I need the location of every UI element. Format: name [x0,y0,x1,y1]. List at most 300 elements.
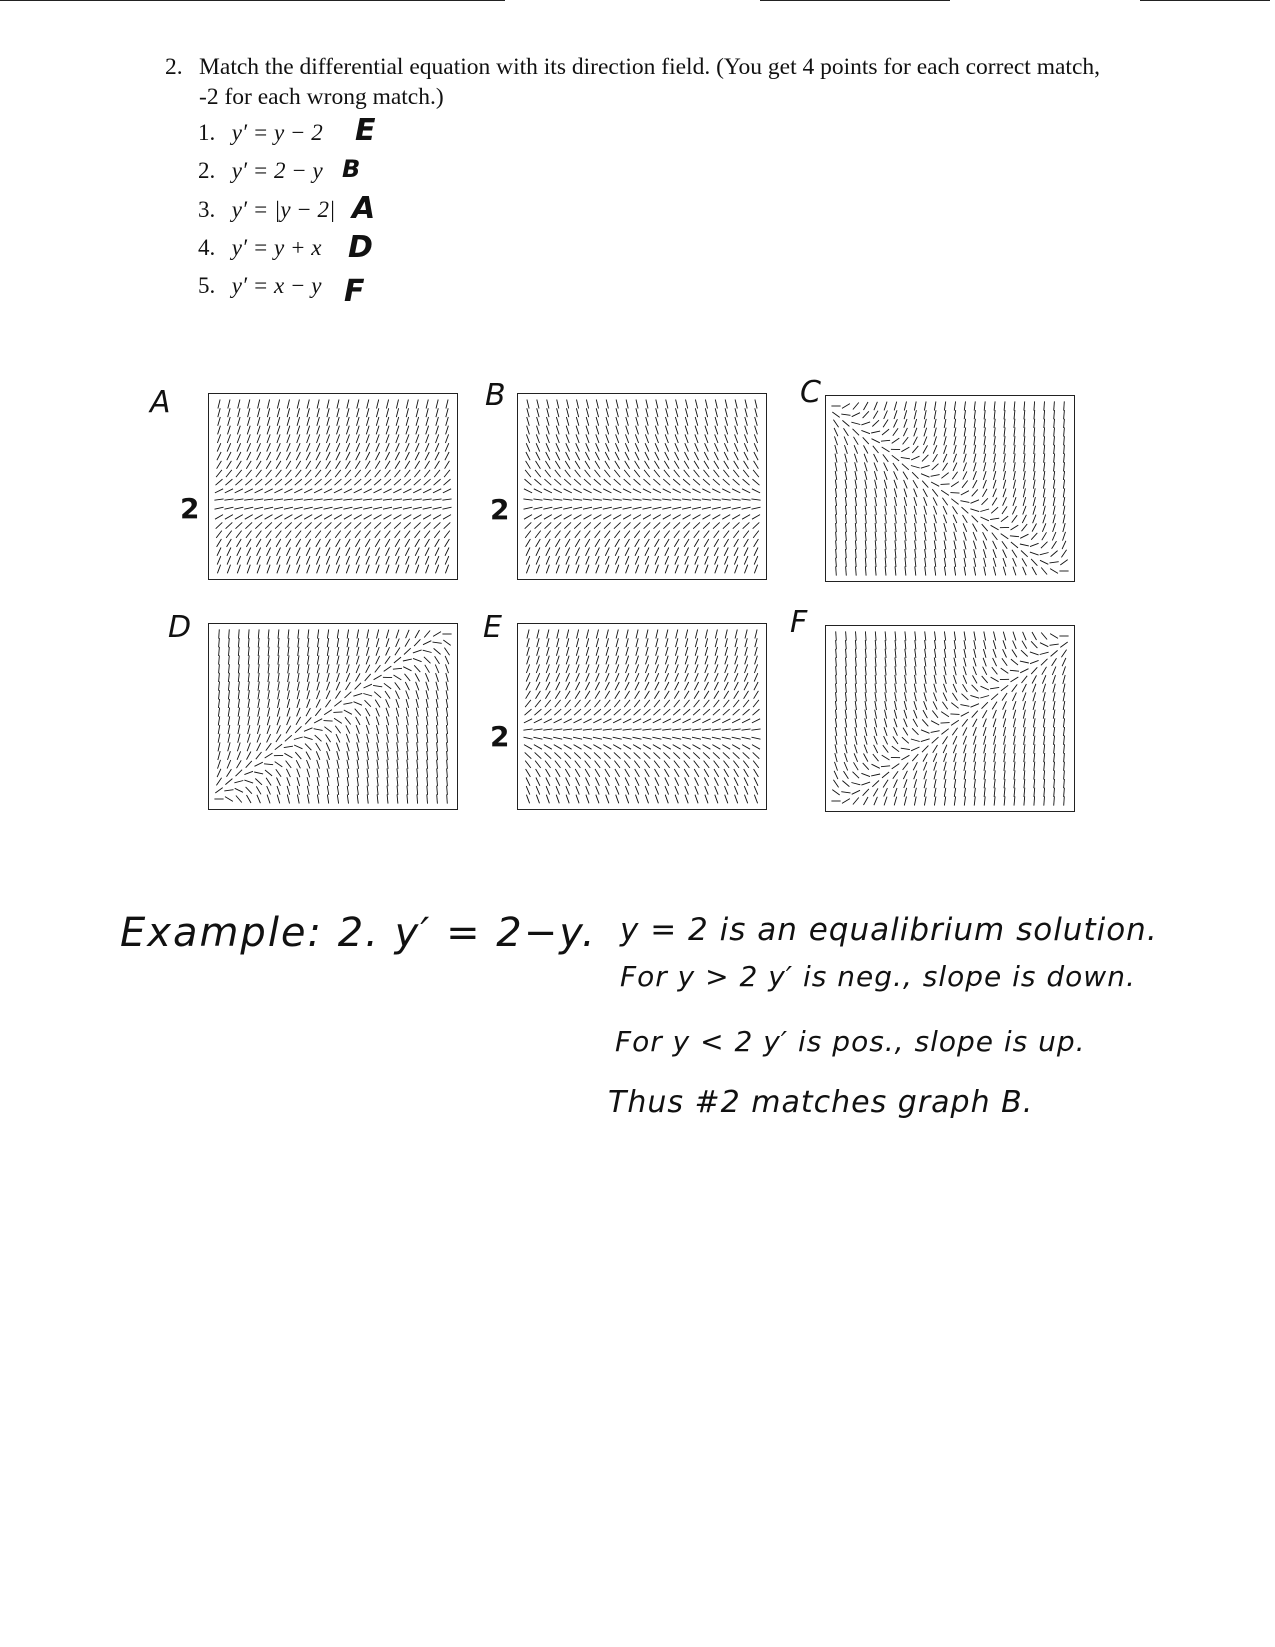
slope-segment [704,452,708,460]
slope-segment [941,484,950,485]
slope-segment [1054,779,1055,788]
equation-number: 1. [198,120,216,145]
slope-segment [565,461,570,469]
slope-segment [524,719,532,723]
slope-segment [624,470,630,477]
slope-segment [962,694,969,700]
slope-segment [545,531,551,538]
slope-segment [905,532,906,541]
slope-segment [732,729,741,730]
slope-segment [219,656,220,665]
slope-segment [1054,788,1055,797]
slope-segment [902,737,909,743]
slope-segment [882,755,890,760]
answer-2: B [342,155,361,183]
slope-segment [1020,544,1029,546]
slope-segment [347,647,349,656]
slope-segment [218,417,221,426]
slope-segment [219,690,220,699]
slope-segment [646,408,648,417]
slope-segment [356,434,359,443]
slope-segment [265,770,272,776]
slope-segment [723,709,730,715]
slope-segment [376,708,380,717]
slope-segment [574,745,582,750]
slope-segment [1022,524,1028,531]
slope-segment [1010,670,1019,671]
slope-segment [225,779,232,785]
slope-segment [265,515,273,520]
slope-segment [327,656,329,665]
slope-segment [407,734,409,743]
slope-segment [295,470,301,477]
slope-segment [712,499,721,500]
slope-segment [685,443,689,451]
slope-segment [415,630,420,638]
slope-segment [904,719,908,728]
slope-segment [256,461,261,469]
slope-segment [297,565,300,574]
slope-segment [586,556,590,565]
slope-segment [218,400,220,409]
slope-segment [1044,779,1045,788]
slope-segment [845,454,847,463]
slope-segment [257,743,261,751]
slope-segment [705,565,708,574]
slope-segment [595,461,600,469]
slope-segment [993,541,997,549]
slope-segment [565,761,571,768]
slope-segment [586,638,588,647]
slope-segment [413,499,422,500]
slope-segment [556,565,559,574]
slope-segment [347,743,350,752]
slope-segment [633,507,642,509]
slope-segment [836,640,837,649]
slope-segment [653,709,660,715]
slope-segment [245,522,252,528]
slope-segment [845,736,847,745]
slope-segment [526,664,529,673]
slope-segment [396,708,399,717]
slope-segment [623,515,631,520]
slope-segment [357,417,360,426]
slope-segment [1062,658,1066,666]
slope-segment [743,522,750,528]
slope-segment [387,760,388,769]
slope-segment [367,786,368,795]
slope-segment [267,786,271,794]
slope-segment [974,753,976,762]
slope-segment [931,475,940,477]
slope-segment [743,470,749,477]
slope-segment [735,664,738,673]
slope-segment [248,664,249,673]
slope-segment [994,410,995,419]
slope-segment [405,470,411,477]
slope-segment [355,470,361,477]
slope-segment [356,443,360,451]
slope-segment [239,629,240,638]
slope-segment [616,647,619,656]
slope-segment [536,786,540,795]
slope-segment [694,682,698,690]
slope-segment [357,760,359,769]
slope-segment [635,434,638,443]
slope-segment [314,499,323,500]
slope-segment [865,692,866,701]
slope-segment [636,638,638,647]
slope-segment [595,761,601,768]
slope-segment [317,434,320,443]
slope-segment [447,751,448,760]
slope-segment [944,436,946,445]
slope-segment [892,455,899,461]
slope-segment [875,497,877,506]
slope-segment [944,566,945,575]
slope-segment [246,531,252,538]
slope-segment [386,408,388,417]
slope-segment [566,548,570,556]
slope-segment [337,426,340,435]
slope-segment [1060,642,1067,647]
slope-segment [755,417,758,426]
slope-segment [684,761,690,768]
slope-segment [236,531,242,538]
slope-segment [567,638,569,647]
slope-segment [1004,428,1005,437]
slope-segment [913,719,918,727]
slope-segment [218,699,219,708]
slope-segment [715,426,718,435]
slope-segment [864,736,867,745]
slope-segment [742,507,751,509]
slope-segment [835,701,836,710]
slope-segment [1024,788,1025,797]
slope-segment [615,673,619,681]
slope-segment [326,548,330,556]
slope-segment [895,649,896,658]
slope-segment [1043,710,1045,719]
slope-segment [326,452,330,460]
slope-segment [546,769,551,777]
slope-segment [247,752,251,760]
slope-segment [417,725,419,734]
slope-segment [924,762,927,771]
slope-segment [733,531,739,538]
slope-segment [377,786,378,795]
slope-segment [755,630,757,639]
slope-segment [954,770,956,779]
slope-segment [566,673,570,681]
slope-segment [953,463,957,471]
slope-segment [895,666,896,675]
slope-segment [275,744,282,750]
slope-segment [885,514,886,523]
slope-segment [744,548,748,556]
slope-segment [855,701,856,710]
slope-segment [324,499,333,500]
slope-segment [744,691,749,699]
slope-segment [396,443,400,451]
slope-segment [724,461,729,469]
slope-segment [633,745,641,750]
slope-segment [1033,515,1036,524]
slope-segment [864,462,867,471]
slope-segment [229,647,230,656]
slope-segment [875,701,877,710]
slope-segment [357,777,358,786]
slope-segment [713,479,720,485]
slope-segment [742,489,750,493]
slope-segment [964,410,965,419]
slope-segment [982,702,988,709]
slope-segment [294,745,302,749]
slope-segment [554,479,561,485]
slope-segment [315,735,322,741]
slope-segment [1024,419,1025,428]
slope-segment [905,649,906,658]
slope-segment [734,682,738,690]
slope-segment [583,507,592,509]
slope-segment [216,522,223,528]
slope-segment [625,769,630,777]
slope-segment [725,638,727,647]
slope-segment [308,656,309,665]
slope-segment [625,556,629,565]
slope-segment [1044,736,1045,745]
slope-segment [844,762,848,771]
slope-segment [1012,550,1017,558]
slope-segment [685,565,688,574]
slope-segment [297,777,300,786]
slope-segment [625,691,630,699]
slope-segment [573,499,582,500]
slope-segment [732,737,741,739]
slope-segment [983,719,986,728]
slope-segment [1041,633,1047,640]
slope-segment [248,656,249,665]
slope-segment [722,719,730,723]
slope-segment [954,436,956,445]
slope-segment [564,719,572,723]
slope-segment [954,779,956,788]
slope-segment [694,761,700,768]
slope-segment [683,522,690,528]
slope-segment [264,507,273,509]
slope-segment [366,452,370,460]
slope-segment [573,737,582,739]
slope-segment [308,629,309,638]
slope-segment [636,795,639,804]
slope-segment [606,630,608,639]
slope-segment [625,673,629,681]
slope-segment [437,786,438,795]
slope-segment [835,480,836,489]
slope-segment [905,558,906,567]
slope-segment [393,499,402,500]
slope-segment [964,541,966,550]
slope-segment [743,761,749,768]
slope-segment [1033,488,1035,497]
slope-segment [952,728,957,736]
slope-segment [924,779,926,788]
slope-segment [944,684,947,693]
slope-segment [564,752,571,758]
slope-segment [434,648,441,654]
slope-segment [634,470,640,477]
slope-segment [576,548,580,556]
slope-segment [238,664,239,673]
slope-segment [238,638,239,647]
slope-segment [247,434,250,443]
slope-segment [895,549,896,558]
slope-segment [387,742,389,751]
slope-segment [426,708,428,717]
slope-segment [884,402,887,411]
slope-segment [645,461,650,469]
slope-segment [704,539,709,547]
slope-segment [386,400,388,409]
slope-segment [715,400,717,409]
slope-segment [984,736,986,745]
slope-segment [307,786,309,795]
slope-segment [546,682,550,690]
slope-segment [1004,770,1005,779]
slope-segment [644,709,651,715]
explanation-line-4: Thus #2 matches graph B. [608,1085,1034,1120]
panel-letter-c: C [800,375,821,410]
slope-segment [534,479,541,485]
slope-segment [397,751,398,760]
slope-segment [655,778,659,786]
slope-segment [268,638,269,647]
slope-segment [1004,410,1005,419]
slope-segment [895,540,896,549]
slope-segment [394,522,401,528]
slope-segment [932,464,939,470]
slope-segment [294,515,302,520]
slope-segment [655,565,658,574]
slope-segment [954,428,956,437]
slope-segment [305,470,311,477]
slope-segment [625,452,629,460]
slope-segment [228,742,230,751]
slope-segment [875,540,876,549]
slope-segment [526,434,529,443]
slope-segment [934,523,936,532]
panel-letter-a: A [150,385,171,420]
slope-segment [675,452,679,460]
slope-segment [744,461,749,469]
slope-segment [734,461,739,469]
slope-segment [715,443,719,451]
slope-segment [903,728,908,736]
slope-segment [426,408,428,417]
slope-segment [356,673,361,681]
slope-segment [315,709,321,716]
slope-segment [297,786,299,795]
slope-segment [754,682,758,690]
slope-segment [604,700,610,707]
slope-segment [357,400,359,409]
slope-segment [1032,524,1036,532]
slope-segment [236,522,243,528]
slope-segment [347,751,349,760]
slope-segment [366,548,370,556]
slope-segment [673,515,681,520]
slope-segment [406,556,410,565]
slope-segment [883,454,889,461]
slope-segment [317,786,319,795]
slope-segment [753,470,759,477]
slope-segment [635,769,640,777]
slope-segment [376,556,380,565]
slope-segment [426,716,428,725]
slope-segment [424,470,430,477]
slope-segment [416,565,419,574]
slope-segment [324,489,332,493]
slope-segment [964,428,966,437]
slope-segment [367,751,369,760]
slope-segment [566,443,570,451]
slope-segment [1014,436,1015,445]
slope-segment [573,507,582,509]
slope-segment [443,515,451,520]
slope-segment [425,461,430,469]
slope-segment [307,673,309,682]
slope-segment [228,408,230,417]
example-note: Example: 2. y′ = 2−y. [120,910,597,956]
slope-segment [536,548,540,556]
slope-segment [724,443,728,451]
slope-segment [1014,779,1015,788]
slope-segment [337,647,339,656]
slope-segment [564,489,572,493]
slope-segment [576,434,579,443]
slope-segment [695,426,698,435]
slope-segment [915,523,917,532]
slope-segment [275,479,282,485]
slope-segment [1063,480,1064,489]
slope-segment [335,531,341,538]
slope-segment [296,531,302,538]
slope-segment [873,411,878,419]
slope-segment [525,752,532,758]
slope-segment [722,499,731,500]
slope-segment [905,684,907,693]
slope-segment [357,751,359,760]
slope-segment [576,426,579,435]
slope-segment [387,786,388,795]
slope-segment [446,699,448,708]
slope-segment [563,507,572,509]
slope-segment [577,400,579,409]
slope-segment [225,489,233,493]
slope-segment [586,778,590,786]
slope-segment [326,691,330,699]
slope-segment [626,426,629,435]
slope-segment [1002,506,1007,514]
slope-segment [287,565,290,574]
slope-segment [875,658,876,667]
slope-segment [841,792,850,793]
slope-segment [446,400,448,409]
slope-segment [655,656,658,665]
slope-segment [526,682,530,690]
slope-segment [317,408,319,417]
slope-segment [566,565,569,574]
